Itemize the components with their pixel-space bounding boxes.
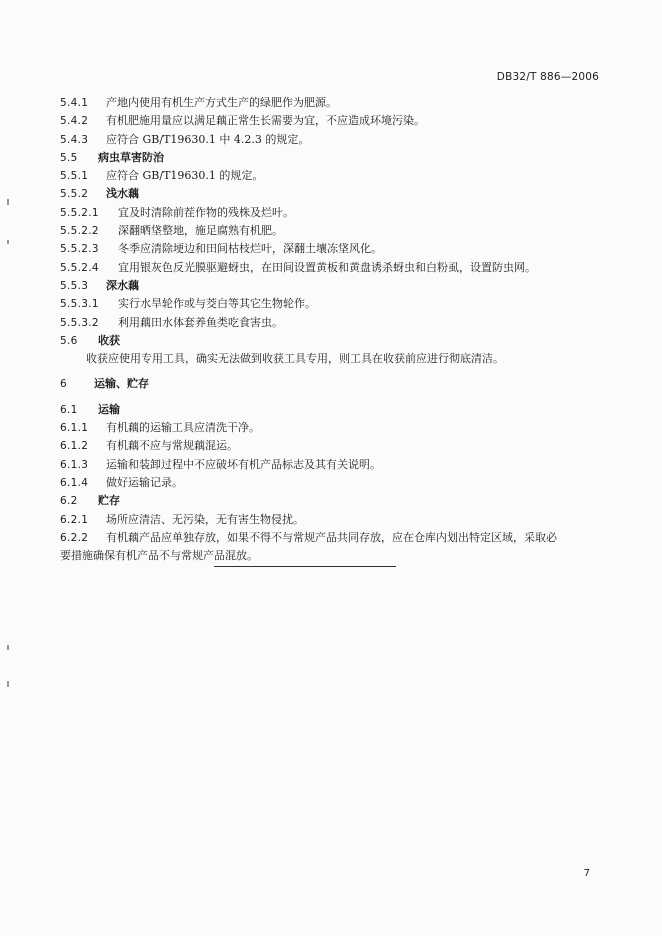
clause-number: 5.5.3 — [60, 279, 89, 292]
clause-line — [60, 456, 605, 474]
clause-line — [60, 295, 605, 313]
section-heading — [60, 277, 605, 295]
clause-text: 产地内使用有机生产方式生产的绿肥作为肥源。 — [106, 96, 337, 109]
section-heading — [60, 149, 605, 167]
clause-line — [60, 437, 605, 455]
clause-number: 5.5.2.4 — [60, 261, 99, 274]
clause-text: 有机藕产品应单独存放，如果不得不与常规产品共同存放，应在仓库内划出特定区域，采取必 — [106, 530, 557, 544]
heading-text: 运输、贮存 — [94, 377, 149, 391]
clause-number: 5.5.2.2 — [60, 225, 99, 238]
paragraph-line — [60, 547, 605, 565]
clause-line — [60, 131, 605, 149]
clause-number: 5.5.1 — [60, 170, 89, 183]
clause-number: 5.4.1 — [60, 97, 89, 109]
clause-text: 应符合 GB/T19630.1 的规定。 — [106, 169, 264, 183]
clause-line — [60, 222, 605, 240]
clause-number: 5.5.3.1 — [60, 298, 99, 311]
clause-line — [60, 94, 605, 112]
paragraph-text: 要措施确保有机产品不与常规产品混放。 — [60, 549, 258, 563]
clause-text: 实行水旱轮作或与茭白等其它生物轮作。 — [118, 297, 316, 311]
heading-text: 运输 — [98, 402, 120, 416]
clause-number: 5.5.2.1 — [60, 206, 99, 219]
clause-number: 6.2.2 — [60, 531, 89, 544]
clause-number: 6.1.1 — [60, 422, 89, 435]
clause-text: 场所应清洁、无污染，无有害生物侵扰。 — [106, 512, 304, 526]
clause-text: 冬季应清除埂边和田间枯枝烂叶，深翻土壤冻垡风化。 — [118, 242, 382, 256]
spacer — [60, 394, 605, 401]
heading-text: 收获 — [98, 333, 120, 347]
clause-line — [60, 240, 605, 258]
clause-number: 5.5.2.3 — [60, 243, 99, 256]
document-code: DB32/T 886—2006 — [496, 71, 599, 83]
section-heading — [60, 401, 605, 419]
heading-text: 浅水藕 — [106, 187, 139, 201]
document-body — [60, 94, 605, 565]
clause-line — [60, 314, 605, 332]
clause-number: 5.5 — [60, 151, 78, 164]
section-heading — [60, 332, 605, 350]
clause-text: 宜用银灰色反光膜驱避蚜虫，在田间设置黄板和黄盘诱杀蚜虫和白粉虱，设置防虫网。 — [118, 260, 536, 274]
clause-text: 有机藕的运输工具应清洗干净。 — [106, 421, 260, 435]
clause-text: 有机藕不应与常规藕混运。 — [106, 439, 238, 453]
heading-text: 深水藕 — [106, 278, 139, 292]
clause-line — [60, 112, 605, 130]
clause-text: 运输和装卸过程中不应破坏有机产品标志及其有关说明。 — [106, 457, 381, 471]
clause-line — [60, 529, 605, 547]
chapter-heading — [60, 375, 605, 393]
clause-text: 有机肥施用量应以满足藕正常生长需要为宜，不应造成环境污染。 — [106, 114, 425, 128]
paragraph-line — [60, 350, 605, 368]
clause-number: 6 — [60, 378, 67, 391]
clause-number: 6.1.2 — [60, 440, 89, 453]
clause-number: 5.5.3.2 — [60, 316, 99, 329]
section-heading — [60, 185, 605, 203]
page-number: 7 — [583, 868, 590, 879]
heading-text: 病虫草害防治 — [98, 150, 164, 164]
end-rule — [214, 566, 396, 567]
scan-mark — [7, 240, 9, 244]
clause-line — [60, 259, 605, 277]
clause-line — [60, 419, 605, 437]
clause-number: 6.2.1 — [60, 513, 89, 526]
scan-mark — [7, 681, 9, 687]
clause-number: 6.2 — [60, 495, 78, 508]
clause-text: 应符合 GB/T19630.1 中 4.2.3 的规定。 — [106, 132, 310, 146]
clause-number: 5.5.2 — [60, 188, 89, 201]
scan-mark — [7, 645, 9, 650]
scan-mark — [7, 199, 9, 205]
clause-line — [60, 511, 605, 529]
clause-text: 深翻晒垡整地，施足腐熟有机肥。 — [118, 224, 283, 238]
clause-number: 6.1.3 — [60, 458, 89, 471]
clause-text: 宜及时清除前茬作物的残株及烂叶。 — [118, 205, 294, 219]
clause-text: 做好运输记录。 — [106, 475, 183, 489]
heading-text: 贮存 — [98, 494, 120, 508]
spacer — [60, 368, 605, 375]
clause-line — [60, 167, 605, 185]
paragraph-text: 收获应使用专用工具，确实无法做到收获工具专用，则工具在收获前应进行彻底清洁。 — [86, 352, 504, 366]
clause-number: 6.1.4 — [60, 476, 89, 489]
clause-line — [60, 204, 605, 222]
clause-number: 6.1 — [60, 403, 78, 416]
clause-number: 5.4.2 — [60, 115, 89, 128]
clause-line — [60, 474, 605, 492]
clause-number: 5.6 — [60, 334, 78, 347]
section-heading — [60, 492, 605, 510]
clause-text: 利用藕田水体套养鱼类吃食害虫。 — [118, 315, 283, 329]
clause-number: 5.4.3 — [60, 133, 89, 146]
